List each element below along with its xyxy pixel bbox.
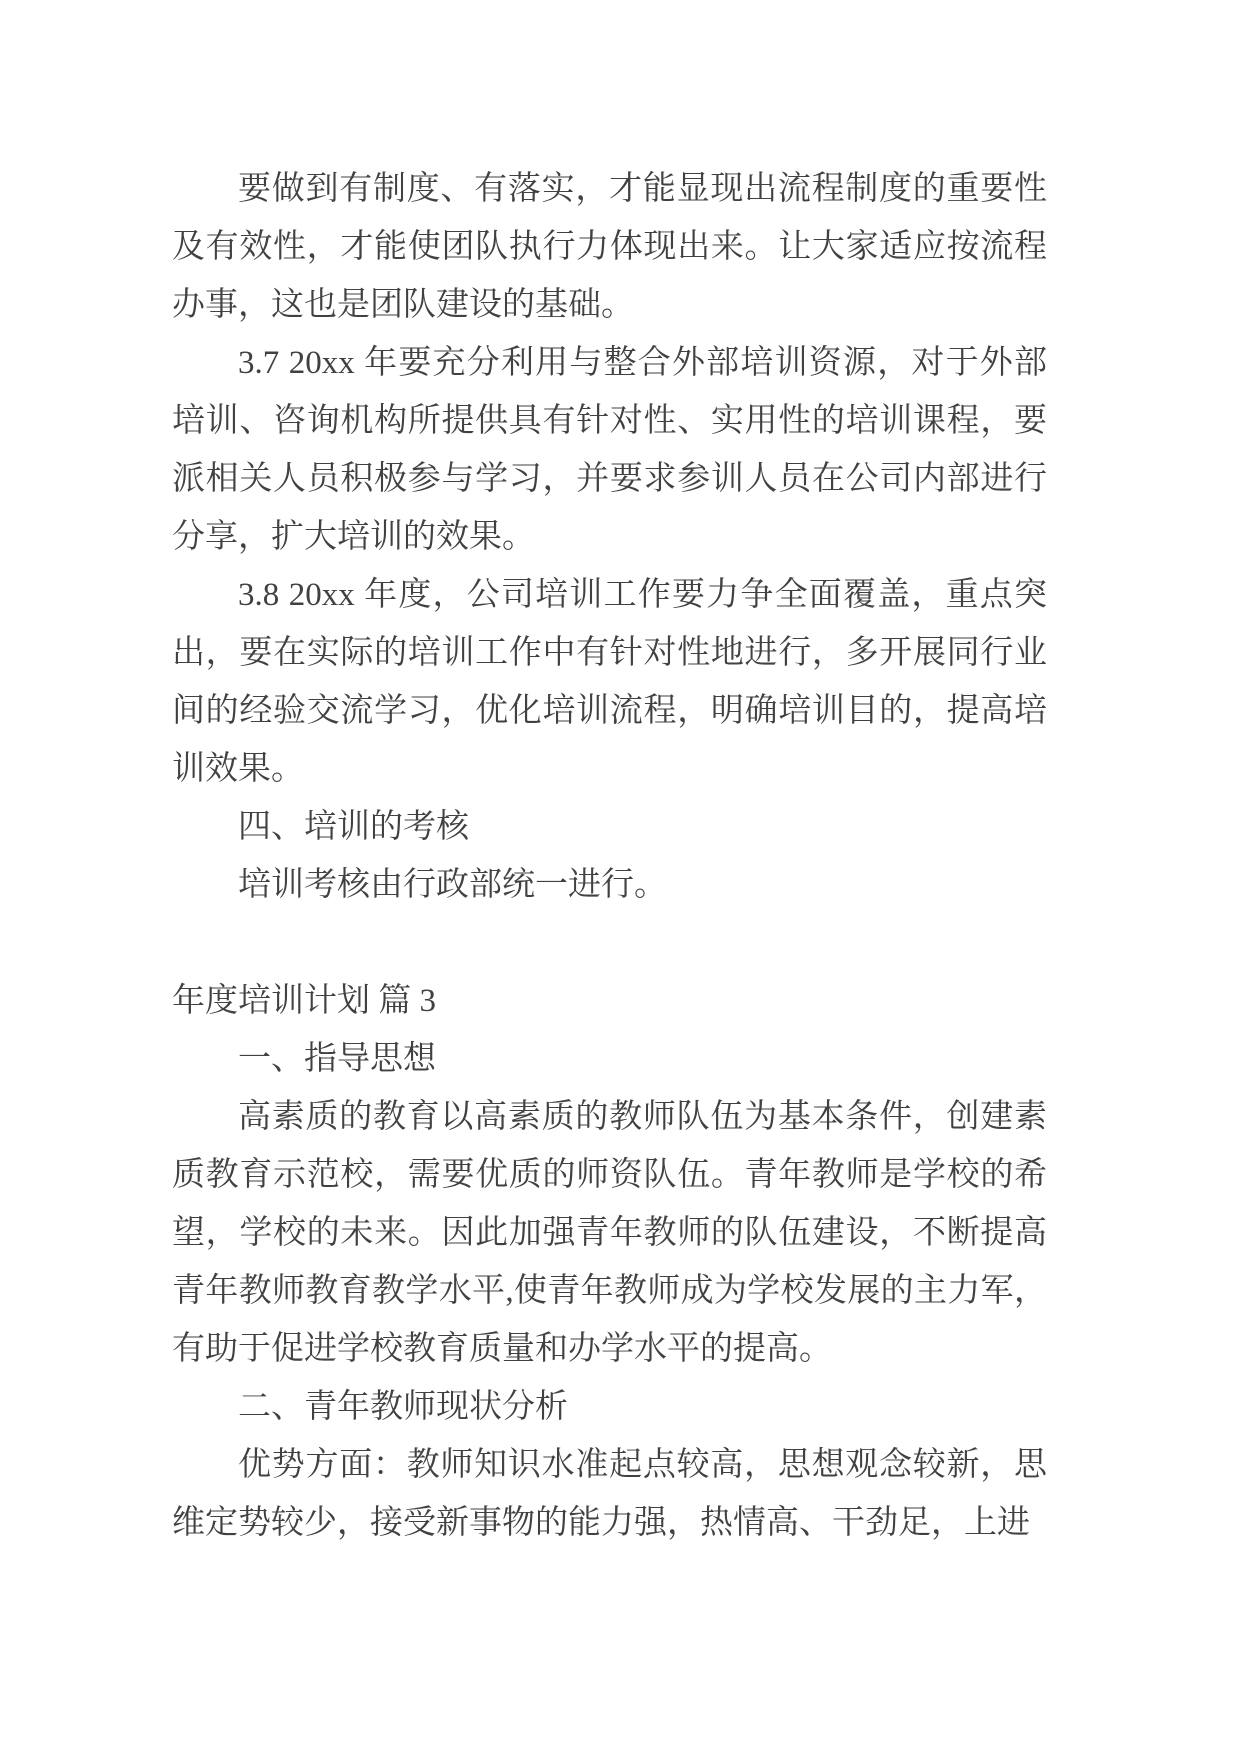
paragraph-guiding-ideology-body: 高素质的教育以高素质的教师队伍为基本条件，创建素质教育示范校，需要优质的师资队伍。青年教师是学校的希望，学校的未来。因此加强青年教师的队伍建设，不断提高青年教师教育教学水平,使青年教师成为学校发展的主力军，有助于促进学校教育质量和办学水平的提高。 xyxy=(172,1099,1047,1367)
paragraph-item-3-8: 3.8 20xx 年度，公司培训工作要力争全面覆盖，重点突出，要在实际的培训工作中有针对性地进行，多开展同行业间的经验交流学习，优化培训流程，明确培训目的，提高培训效果。 xyxy=(172,577,1047,787)
paragraph-item-3-7: 3.7 20xx 年要充分利用与整合外部培训资源，对于外部培训、咨询机构所提供具有针对性、实用性的培训课程，要派相关人员积极参与学习，并要求参训人员在公司内部进行分享，扩大培训的效果。 xyxy=(172,345,1047,555)
paragraph-advantages: 优势方面：教师知识水准起点较高，思想观念较新，思维定势较少，接受新事物的能力强，热情高、干劲足，上进 xyxy=(172,1447,1047,1541)
paragraph-assessment-body: 培训考核由行政部统一进行。 xyxy=(238,867,667,903)
paragraph-team-building: 要做到有制度、有落实，才能显现出流程制度的重要性及有效性，才能使团队执行力体现出来。让大家适应按流程办事，这也是团队建设的基础。 xyxy=(172,171,1047,323)
heading-guiding-ideology: 一、指导思想 xyxy=(238,1041,436,1077)
heading-young-teacher-status-analysis: 二、青年教师现状分析 xyxy=(238,1389,568,1425)
heading-training-assessment: 四、培训的考核 xyxy=(238,809,469,845)
article-title-annual-training-plan-3: 年度培训计划 篇 3 xyxy=(172,983,436,1019)
